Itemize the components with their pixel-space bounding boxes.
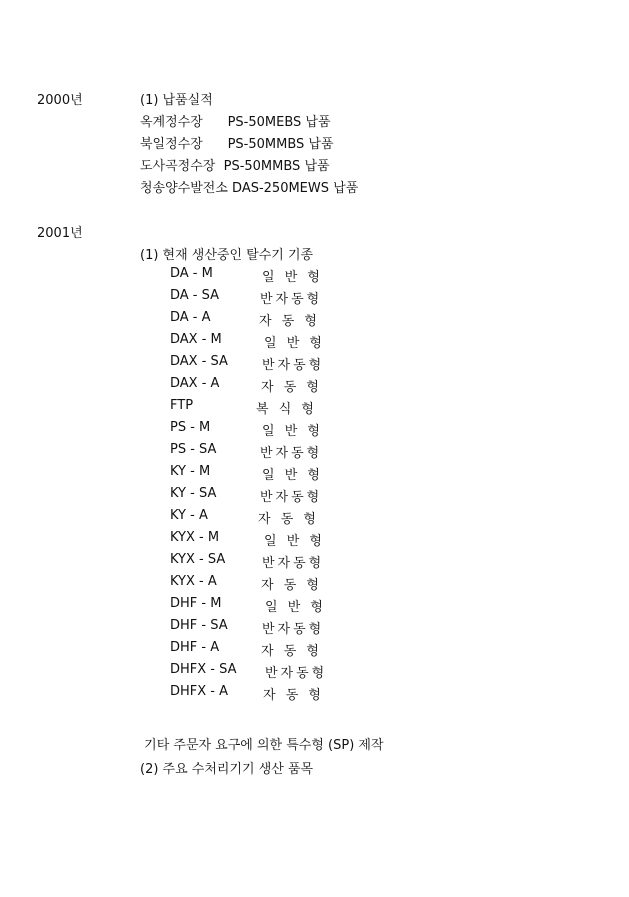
delivery-line: 도사곡정수장 PS-50MMBS 납품 [140, 159, 330, 174]
special-order-note: 기타 주문자 요구에 의한 특수형 (SP) 제작 [140, 738, 384, 753]
model-type: 일 반 형 [264, 336, 325, 351]
model-type: 반자동형 [265, 666, 328, 681]
model-code: KYX - SA [170, 552, 226, 567]
model-code: KY - SA [170, 486, 217, 501]
model-type: 일 반 형 [262, 270, 323, 285]
model-type: 자 동 형 [259, 314, 320, 329]
model-code: DHF - SA [170, 618, 228, 633]
model-type: 반자동형 [262, 622, 325, 637]
model-code: DHFX - A [170, 684, 229, 699]
model-type: 자 동 형 [261, 578, 322, 593]
model-code: DAX - M [170, 332, 222, 347]
model-code: KY - A [170, 508, 208, 523]
model-code: KY - M [170, 464, 211, 479]
model-code: FTP [170, 398, 194, 413]
year-2000-label: 2000년 [37, 93, 83, 108]
model-code: DA - A [170, 310, 211, 325]
item-2-heading: (2) 주요 수처리기기 생산 품목 [140, 762, 314, 777]
model-type: 자 동 형 [261, 644, 322, 659]
model-type: 복 식 형 [256, 402, 317, 417]
year-2001-label: 2001년 [37, 226, 83, 241]
model-code: DAX - SA [170, 354, 228, 369]
model-type: 일 반 형 [265, 600, 326, 615]
delivery-line: 북일정수장 PS-50MMBS 납품 [140, 137, 334, 152]
model-type: 자 동 형 [258, 512, 319, 527]
model-type: 일 반 형 [262, 424, 323, 439]
model-code: DHF - M [170, 596, 222, 611]
model-type: 일 반 형 [264, 534, 325, 549]
models-heading: (1) 현재 생산중인 탈수기 기종 [140, 248, 314, 263]
delivery-line: 청송양수발전소 DAS-250MEWS 납품 [140, 181, 359, 196]
model-code: DHFX - SA [170, 662, 237, 677]
model-code: KYX - A [170, 574, 217, 589]
model-type: 반자동형 [262, 556, 325, 571]
model-type: 반자동형 [260, 490, 323, 505]
model-type: 반자동형 [260, 292, 323, 307]
model-code: DAX - A [170, 376, 220, 391]
delivery-heading: (1) 납품실적 [140, 93, 213, 108]
model-code: PS - SA [170, 442, 217, 457]
model-code: DA - SA [170, 288, 220, 303]
model-type: 자 동 형 [261, 380, 322, 395]
model-type: 반자동형 [260, 446, 323, 461]
model-code: KYX - M [170, 530, 220, 545]
model-code: PS - M [170, 420, 211, 435]
model-code: DHF - A [170, 640, 220, 655]
model-code: DA - M [170, 266, 213, 281]
model-type: 일 반 형 [262, 468, 323, 483]
model-type: 반자동형 [262, 358, 325, 373]
model-type: 자 동 형 [263, 688, 324, 703]
delivery-line: 옥계정수장 PS-50MEBS 납품 [140, 115, 331, 130]
